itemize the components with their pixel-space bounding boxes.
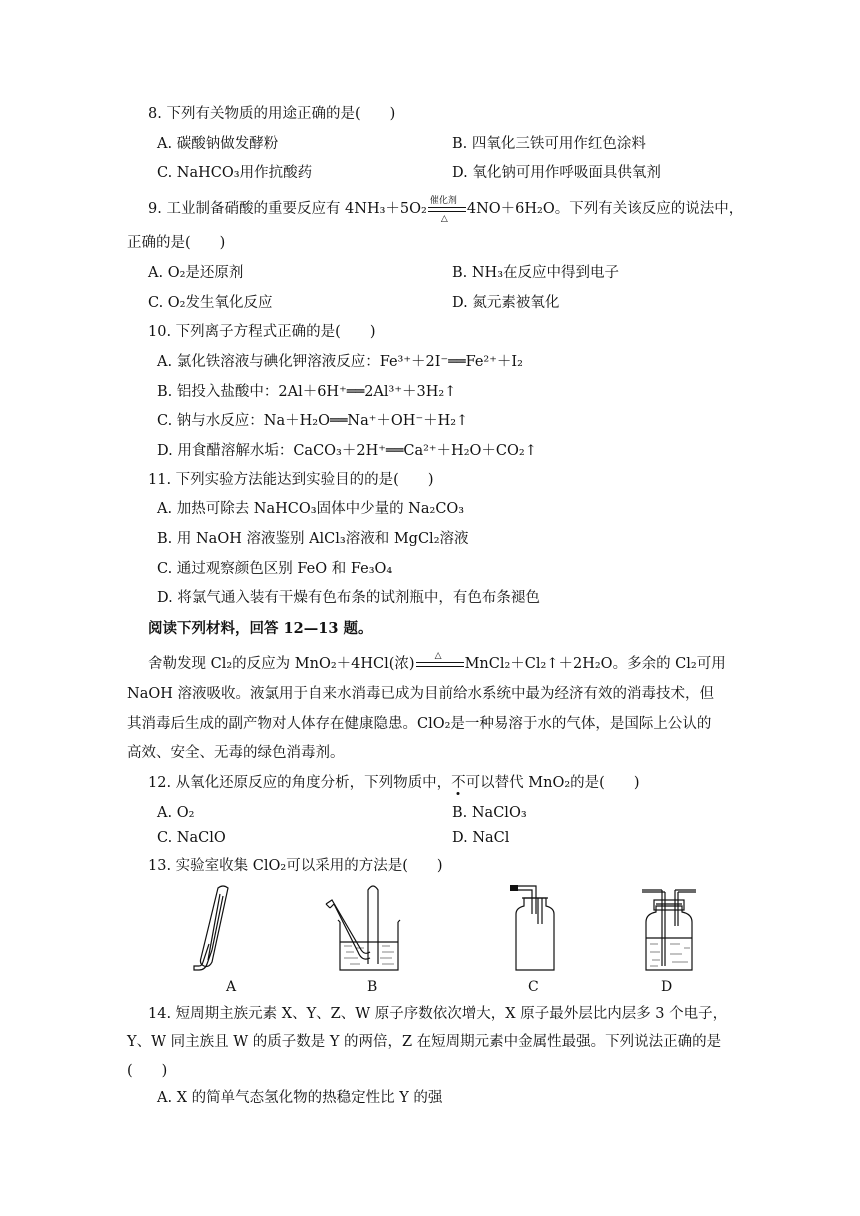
q9-stem-pre: 9. 工业制备硝酸的重要反应有 4NH₃＋5O₂	[148, 201, 427, 217]
apparatus-a-diagram	[190, 884, 250, 976]
apparatus-d-diagram	[632, 882, 706, 974]
q9-stem-post: 4NO＋6H₂O。下列有关该反应的说法中，	[466, 201, 744, 217]
q8-stem: 8. 下列有关物质的用途正确的是( )	[148, 106, 396, 122]
q9-heat-symbol: △	[440, 214, 448, 224]
q11-option-a: A. 加热可除去 NaHCO₃固体中少量的 Na₂CO₃	[157, 501, 465, 517]
q8-option-b: B. 四氧化三铁可用作红色涂料	[452, 136, 646, 152]
apparatus-b-diagram	[324, 882, 410, 976]
apparatus-label-a: A	[226, 979, 237, 995]
q10-stem: 10. 下列离子方程式正确的是( )	[148, 324, 376, 340]
material-double-bar	[416, 662, 464, 667]
q11-option-d: D. 将氯气通入装有干燥有色布条的试剂瓶中，有色布条褪色	[157, 590, 540, 606]
apparatus-label-c: C	[528, 979, 539, 995]
q12-stem-rest: 可以替代 MnO₂的是( )	[465, 775, 640, 791]
q8-option-c: C. NaHCO₃用作抗酸药	[157, 165, 313, 181]
q11-stem: 11. 下列实验方法能达到实验目的的是( )	[148, 472, 434, 488]
q10-option-c: C. 钠与水反应：Na＋H₂O══Na⁺＋OH⁻＋H₂↑	[157, 413, 469, 429]
q9-option-b: B. NH₃在反应中得到电子	[452, 265, 620, 281]
q10-option-b: B. 铝投入盐酸中：2Al＋6H⁺══2Al³⁺＋3H₂↑	[157, 384, 457, 400]
q10-option-d: D. 用食醋溶解水垢：CaCO₃＋2H⁺══Ca²⁺＋H₂O＋CO₂↑	[157, 443, 537, 459]
q11-option-b: B. 用 NaOH 溶液鉴别 AlCl₃溶液和 MgCl₂溶液	[157, 531, 469, 547]
q12-option-a: A. O₂	[157, 805, 195, 821]
q14-option-a: A. X 的简单气态氢化物的热稳定性比 Y 的强	[157, 1090, 443, 1106]
material-reaction-arrow	[415, 651, 465, 674]
material-p1-pre: 舍勒发现 Cl₂的反应为 MnO₂＋4HCl(浓)	[148, 656, 415, 672]
material-paragraph-line-4: 高效、安全、无毒的绿色消毒剂。	[127, 745, 345, 761]
apparatus-label-d: D	[661, 979, 673, 995]
q12-option-c: C. NaClO	[157, 830, 226, 846]
q11-option-c: C. 通过观察颜色区别 FeO 和 Fe₃O₄	[157, 561, 393, 577]
q12-emphasis-word: 不	[451, 775, 466, 791]
material-p1-post: MnCl₂＋Cl₂↑＋2H₂O。多余的 Cl₂可用	[464, 656, 726, 672]
apparatus-label-b: B	[367, 979, 378, 995]
apparatus-c-diagram	[500, 884, 566, 974]
q14-stem-line-3: ( )	[127, 1063, 168, 1079]
q9-stem	[148, 196, 744, 224]
q13-stem: 13. 实验室收集 ClO₂可以采用的方法是( )	[148, 858, 443, 874]
q12-stem-pre: 12. 从氧化还原反应的角度分析，下列物质中，	[148, 775, 452, 791]
material-heat-symbol: △	[434, 651, 442, 661]
material-paragraph-line-1	[148, 651, 726, 674]
q12-option-b: B. NaClO₃	[452, 805, 527, 821]
q9-reaction-arrow	[427, 196, 467, 224]
q14-stem-line-2: Y、W 同主族且 W 的质子数是 Y 的两倍，Z 在短周期元素中金属性最强。下列说法正确的是	[127, 1034, 722, 1050]
material-heading: 阅读下列材料，回答 12—13 题。	[148, 620, 373, 637]
q9-stem-continued: 正确的是( )	[127, 235, 226, 251]
q9-option-c: C. O₂发生氧化反应	[148, 295, 273, 311]
q14-stem-line-1: 14. 短周期主族元素 X、Y、Z、W 原子序数依次增大，X 原子最外层比内层多 3 个电子，	[148, 1006, 728, 1022]
q12-option-d: D. NaCl	[452, 830, 510, 846]
q12-stem	[148, 773, 639, 793]
q8-option-d: D. 氧化钠可用作呼吸面具供氧剂	[452, 165, 661, 181]
q9-option-a: A. O₂是还原剂	[148, 265, 244, 281]
material-paragraph-line-2: NaOH 溶液吸收。液氯用于自来水消毒已成为目前给水系统中最为经济有效的消毒技术，但	[127, 686, 714, 702]
q8-option-a: A. 碳酸钠做发酵粉	[157, 136, 279, 152]
material-paragraph-line-3: 其消毒后生成的副产物对人体存在健康隐患。ClO₂是一种易溶于水的气体，是国际上公认的	[127, 716, 712, 732]
q9-catalyst-label: 催化剂	[429, 196, 457, 206]
q10-option-a: A. 氯化铁溶液与碘化钾溶液反应：Fe³⁺＋2I⁻══Fe²⁺＋I₂	[157, 354, 523, 370]
q9-option-d: D. 氮元素被氧化	[452, 295, 560, 311]
